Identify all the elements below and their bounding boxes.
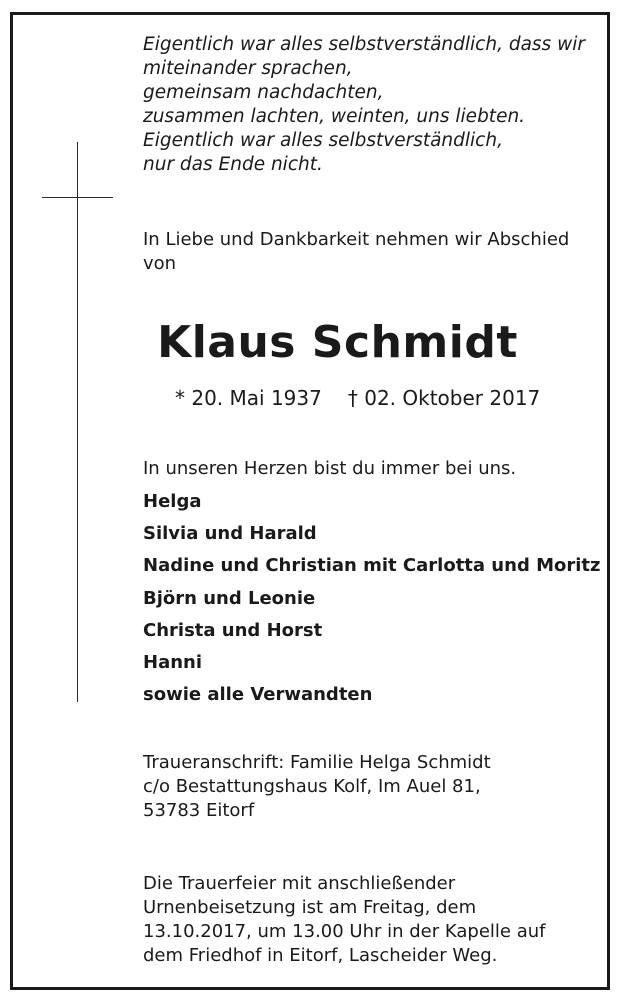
service-line: 13.10.2017, um 13.00 Uhr in der Kapelle auf: [143, 921, 546, 942]
life-dates: [175, 386, 540, 410]
poem-line: zusammen lachten, weinten, uns liebten.: [143, 106, 526, 127]
deceased-name: Klaus Schmidt: [157, 317, 518, 368]
poem-line: miteinander sprachen,: [143, 58, 353, 79]
address-line: c/o Bestattungshaus Kolf, Im Auel 81,: [143, 776, 481, 797]
list-item: Björn und Leonie: [143, 587, 316, 609]
cross-horizontal-bar: [42, 197, 113, 198]
address-line: Traueranschrift: Familie Helga Schmidt: [143, 752, 491, 773]
intro-line: von: [143, 253, 177, 274]
list-item: sowie alle Verwandten: [143, 684, 373, 706]
poem-line: Eigentlich war alles selbstverständlich,: [143, 130, 503, 151]
list-item: Nadine und Christian mit Carlotta und Moritz: [143, 555, 601, 577]
death-date: † 02. Oktober 2017: [347, 386, 541, 410]
intro-line: In Liebe und Dankbarkeit nehmen wir Abschied: [143, 229, 570, 250]
address-line: 53783 Eitorf: [143, 800, 255, 821]
memorial-sentence: In unseren Herzen bist du immer bei uns.: [143, 458, 517, 479]
mourning-address: [143, 751, 491, 823]
poem-line: Eigentlich war alles selbstverständlich, dass wir: [143, 34, 585, 55]
cross-vertical-bar: [77, 142, 78, 702]
list-item: Helga: [143, 491, 202, 512]
service-line: dem Friedhof in Eitorf, Lascheider Weg.: [143, 945, 498, 966]
list-item: Hanni: [143, 652, 203, 674]
poem: [143, 33, 585, 177]
farewell-intro: [143, 228, 569, 276]
poem-line: nur das Ende nicht.: [143, 154, 323, 175]
poem-line: gemeinsam nachdachten,: [143, 82, 384, 103]
birth-date: * 20. Mai 1937: [175, 386, 322, 410]
list-item: Silvia und Harald: [143, 523, 317, 545]
service-line: Die Trauerfeier mit anschließender: [143, 873, 456, 894]
service-line: Urnenbeisetzung ist am Freitag, dem: [143, 897, 477, 918]
funeral-service-info: [143, 872, 545, 968]
mourners-list: [143, 486, 601, 711]
list-item: Christa und Horst: [143, 619, 323, 641]
